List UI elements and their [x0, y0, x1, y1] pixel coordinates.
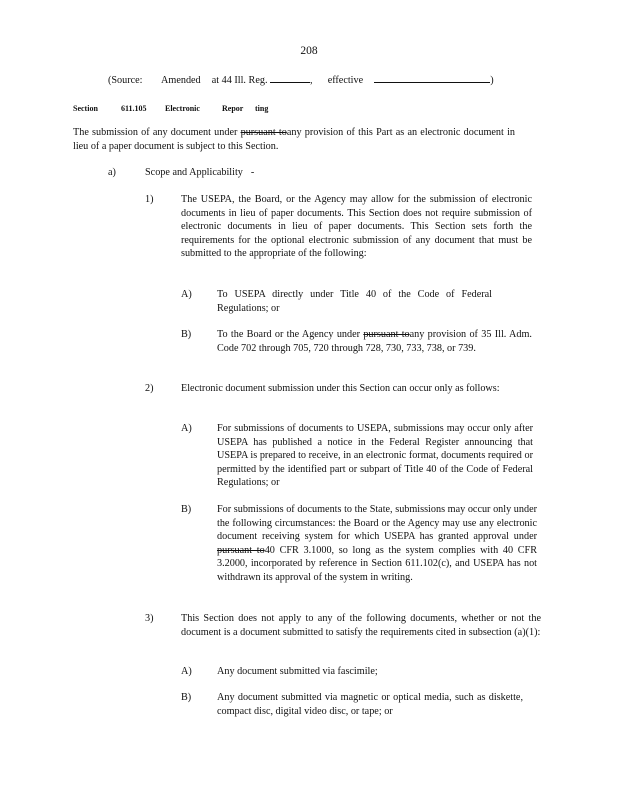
source-prefix: (Source: [108, 75, 143, 86]
effective-blank [374, 72, 490, 83]
item-2A-label: A) [181, 423, 192, 434]
source-note: (Source: Amended at 44 Ill. Reg. , effective ) [108, 72, 494, 88]
source-effective: effective [327, 75, 364, 86]
item-1A-label: A) [181, 289, 192, 300]
item-1A-text: To USEPA directly under Title 40 of the Code of Federal Regulations; or [217, 289, 492, 314]
item-3A-text: Any document submitted via fascimile; [217, 666, 378, 677]
page-number: 208 [300, 45, 318, 57]
item-1B-post: any provision of 35 Ill. Adm. Code 702 through 705, 720 through 728, 730, 733, 738, or 739. [217, 329, 532, 354]
source-amended: Amended [161, 75, 201, 86]
item-3B-label: B) [181, 692, 192, 703]
intro-paragraph [73, 126, 515, 153]
item-1-label: 1) [145, 194, 154, 205]
subsection-a-title-mark: - [250, 167, 255, 178]
heading-number: 611.105 [121, 104, 147, 113]
item-2B-deleted-text: pursuant to [217, 544, 265, 556]
item-3-label: 3) [145, 613, 154, 624]
heading-title-c: ting [255, 104, 269, 113]
source-close: ) [490, 75, 494, 86]
item-3-text: This Section does not apply to any of the following documents, whether or not the document is a document submitted to satisfy the requirements cited in subsection (a)(1): [181, 613, 541, 638]
subsection-a-title [145, 166, 254, 180]
item-3B-text: Any document submitted via magnetic or optical media, such as diskette, compact disc, digital video disc, or tape; or [217, 692, 523, 717]
item-3A-label: A) [181, 666, 192, 677]
item-2-label: 2) [145, 383, 154, 394]
source-register: at 44 Ill. Reg. [211, 75, 268, 86]
item-1-text: The USEPA, the Board, or the Agency may allow for the submission of electronic documents in lieu of paper documents. This Section does not require submission of electronic documents in lieu of paper documents. This Section sets forth the requirements for the optional electronic submission of any document that must be submitted to the appropriate of the following: [181, 194, 532, 260]
section-heading [73, 102, 268, 116]
item-2A-text: For submissions of documents to USEPA, submissions may occur only after USEPA has published a notice in the Federal Register announcing that USEPA is prepared to receive, in an electronic format, documents required or permitted by the identified part or subpart of Title 40 of the Code of Federal Regulations; or [217, 423, 533, 489]
item-2B-text [217, 503, 537, 585]
heading-title-a: Electronic [165, 104, 200, 113]
item-2B-pre: For submissions of documents to the State, submissions may occur only under the following circumstances: the Board or the Agency may use any electronic document receiving system for which USEPA has granted approval under [217, 504, 537, 543]
intro-deleted-text: pursuant to [240, 127, 287, 138]
item-2-text: Electronic document submission under this Section can occur only as follows: [181, 383, 500, 394]
heading-section: Section [73, 104, 98, 113]
item-1B-label: B) [181, 329, 192, 340]
intro-inserted-text: any provision of this Part as an electronic document in lieu of a paper document is subject to this Section. [73, 127, 515, 152]
item-1B-pre: To the Board or the Agency under [217, 329, 364, 340]
item-2B-post: 40 CFR 3.1000, so long as the system complies with 40 CFR 3.2000, incorporated by reference in Section 611.102(c), and USEPA has not withdrawn its approval of the system in writing. [217, 544, 537, 583]
item-1B-text [217, 328, 532, 355]
intro-text: The submission of any document under [73, 127, 241, 138]
register-blank [270, 72, 310, 83]
subsection-a-title-text: Scope and Applicability [145, 167, 243, 178]
item-2B-label: B) [181, 504, 192, 515]
item-1B-deleted-text: pursuant to [363, 329, 410, 340]
subsection-a-label: a) [108, 167, 116, 178]
heading-title-b: Repor [222, 104, 244, 113]
